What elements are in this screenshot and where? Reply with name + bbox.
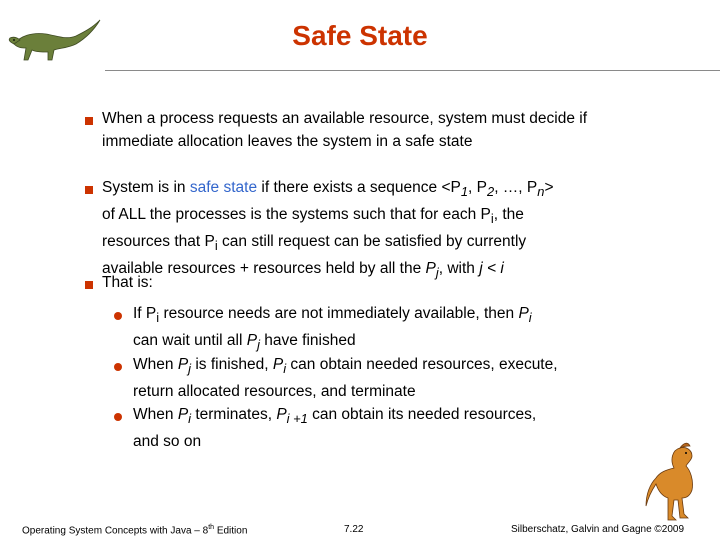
- round-bullet-icon: [114, 312, 122, 320]
- footer-book-title: [22, 524, 247, 536]
- square-bullet-icon: [85, 117, 93, 125]
- bullet-line: and so on: [133, 433, 202, 451]
- math-var: P: [246, 332, 258, 350]
- bullet-item: [102, 107, 622, 153]
- bullet-text: resource needs are not immediately available, then: [159, 305, 519, 322]
- footer-authors: Silberschatz, Galvin and Gagne ©2009: [511, 524, 685, 535]
- bullet-line: [133, 403, 653, 430]
- bullet-item: [102, 176, 622, 284]
- subscript: 1: [460, 184, 469, 200]
- bullet-text: When: [133, 406, 178, 423]
- bullet-line: [102, 203, 622, 230]
- subscript: i: [490, 211, 494, 227]
- bullet-text: resources that P: [102, 233, 215, 251]
- subscript: n: [537, 184, 545, 200]
- square-bullet-icon: [85, 281, 93, 289]
- math-var: P: [518, 305, 529, 322]
- subscript: i: [283, 361, 287, 377]
- bullet-text: , the: [493, 206, 524, 224]
- dinosaur-standing-icon: [644, 440, 714, 524]
- round-bullet-icon: [114, 363, 122, 371]
- math-var: P: [276, 406, 287, 423]
- subscript: j: [257, 337, 260, 353]
- sub-bullet-item: [133, 403, 653, 453]
- bullet-text: can obtain its needed resources,: [307, 406, 537, 423]
- bullet-line: [102, 230, 622, 257]
- bullet-text: If P: [133, 305, 157, 322]
- bullet-text: When a process requests an available resource, system must decide if immediate allocation leaves the system in a safe state: [102, 110, 588, 150]
- bullet-text: if there exists a sequence <P: [257, 179, 461, 196]
- footer-text: Edition: [214, 525, 248, 537]
- sub-bullet-item: [133, 302, 653, 356]
- bullet-text: , P: [468, 179, 487, 196]
- subscript: 2: [487, 184, 495, 200]
- bullet-text: When: [133, 356, 178, 373]
- sub-bullet-item: [133, 353, 653, 403]
- subscript: j: [435, 265, 439, 281]
- subscript: i: [156, 310, 160, 326]
- math-var: P: [177, 406, 189, 423]
- subscript: i: [528, 310, 532, 326]
- bullet-text: can wait until all: [133, 332, 247, 350]
- math-var: P: [177, 356, 189, 373]
- bullet-line: [133, 302, 653, 329]
- bullet-text: can still request can be satisfied by currently: [217, 233, 527, 251]
- math-var: P: [272, 356, 284, 373]
- bullet-item: [102, 271, 622, 294]
- math-expr: j < i: [479, 260, 504, 278]
- bullet-text: can obtain needed resources, execute,: [286, 356, 558, 373]
- bullet-text: of ALL the processes is the systems such that for each P: [102, 206, 491, 224]
- slide-title: Safe State: [292, 20, 428, 51]
- bullet-text: available resources + resources held by all the: [102, 260, 426, 278]
- bullet-line: return allocated resources, and terminate: [133, 383, 416, 401]
- bullet-text: >: [544, 179, 554, 196]
- bullet-line: [102, 176, 622, 203]
- subscript: i: [214, 238, 218, 254]
- bullet-text: is finished,: [191, 356, 273, 373]
- bullet-text: That is:: [102, 274, 153, 291]
- footer-text: Operating System Concepts with Java – 8: [22, 525, 209, 537]
- subscript: j: [188, 361, 192, 377]
- bullet-text: , with: [438, 260, 480, 278]
- slide-number: 7.22: [344, 524, 364, 535]
- bullet-text: have finished: [259, 332, 356, 350]
- round-bullet-icon: [114, 413, 122, 421]
- math-var: P: [425, 260, 436, 278]
- subscript: i: [188, 411, 192, 427]
- footer-sup: th: [208, 524, 215, 531]
- subscript: i +1: [286, 411, 308, 427]
- square-bullet-icon: [85, 186, 93, 194]
- bullet-line: [133, 353, 653, 380]
- bullet-text: terminates,: [191, 406, 277, 423]
- bullet-text: System is in: [102, 179, 190, 196]
- bullet-text: , …, P: [494, 179, 538, 196]
- safe-state-term: safe state: [189, 179, 258, 196]
